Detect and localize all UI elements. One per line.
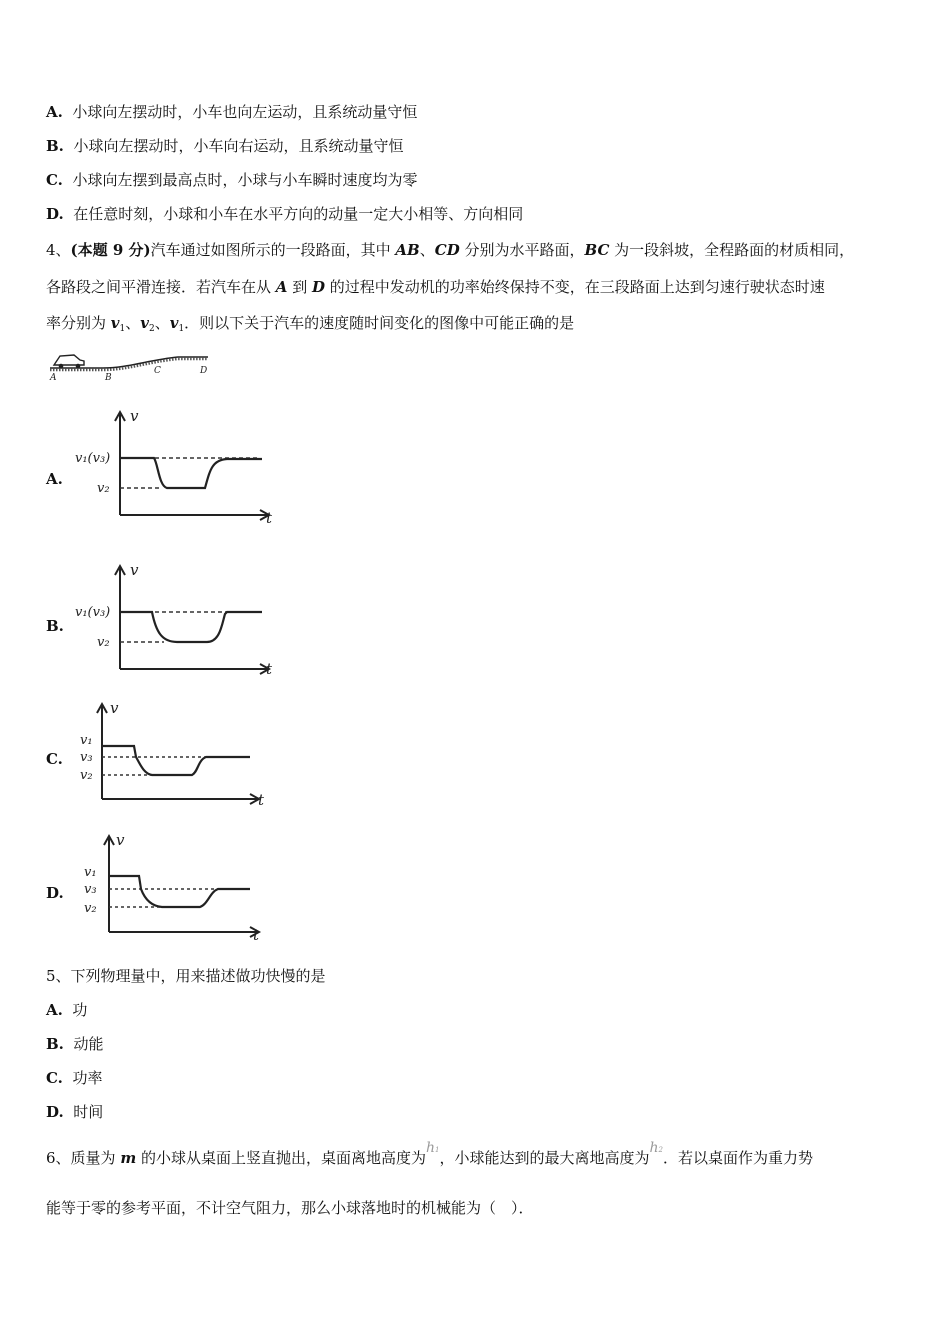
road-label-d: D — [200, 366, 208, 376]
q4-option-a-ylabel-v1v3: v₁(v₃) — [75, 451, 111, 466]
q4-option-c-ylabel-v2: v₂ — [80, 768, 93, 783]
q4-stem-line1: 4、(本题 9 分)汽车通过如图所示的一段路面，其中 AB、CD 分别为水平路面，BC 为一段斜坡，全程路面的材质相同， — [46, 241, 855, 259]
q4-option-d-axis-v: v — [116, 831, 125, 849]
q4-option-d-ylabel-v2: v₂ — [84, 901, 97, 916]
q4-option-c-ylabel-v3: v₃ — [80, 750, 93, 765]
q4-option-a-axis-t: t — [266, 509, 273, 527]
q4-option-d-ylabel-v1: v₁ — [84, 865, 97, 880]
h1-symbol: h1 — [425, 1140, 440, 1156]
q4-option-c-axis-t: t — [258, 791, 265, 809]
road-label-a: A — [50, 373, 57, 383]
q4-option-d-axis-t: t — [253, 926, 260, 944]
q4-option-c-curve — [102, 746, 250, 775]
q4-option-d-curve — [109, 876, 250, 907]
q5-stem: 5、下列物理量中，用来描述做功快慢的是 — [46, 967, 326, 985]
q4-option-b-axis-t: t — [266, 660, 273, 678]
q5-option-c: C. 功率 — [46, 1069, 103, 1087]
q4-option-b-ylabel-v1v3: v₁(v₃) — [75, 605, 111, 620]
q4-option-a-label: A. — [46, 470, 63, 488]
q4-option-c-ylabel-v1: v₁ — [80, 733, 93, 748]
q4-option-a-axis-v: v — [130, 407, 139, 425]
road-label-b: B — [105, 373, 112, 383]
q4-option-a-graph — [72, 408, 282, 528]
q4-option-d-ylabel-v3: v₃ — [84, 882, 97, 897]
q4-option-d-label: D. — [46, 884, 64, 902]
q4-stem-line2: 各路段之间平滑连接．若汽车在从 A 到 D 的过程中发动机的功率始终保持不变，在三段路面上达到匀速行驶状态时速 — [46, 278, 825, 296]
q4-option-b-axis-v: v — [130, 561, 139, 579]
q4-option-c-graph — [72, 700, 282, 815]
q4-option-b-label: B. — [46, 617, 64, 635]
q3-option-b: B. 小球向左摆动时，小车向右运动，且系统动量守恒 — [46, 137, 404, 155]
q4-option-a-ylabel-v2: v₂ — [97, 481, 110, 496]
q4-option-b-curve — [120, 612, 262, 642]
q5-option-b: B. 动能 — [46, 1035, 104, 1053]
q4-option-a-curve — [120, 458, 262, 488]
q6-stem-line1: 6、质量为 m 的小球从桌面上竖直抛出，桌面离地高度为h1，小球能达到的最大离地高度为h2．若以桌面作为重力势 — [46, 1140, 813, 1167]
car-icon — [54, 355, 84, 368]
q4-stem-line3: 率分别为 $v_1$、$v_2$、$v_1$．则以下关于汽车的速度随时间变化的图像中可能正确的是 — [46, 314, 575, 334]
road-figure — [48, 348, 218, 384]
h2-symbol: h2 — [649, 1140, 663, 1156]
road-label-c: C — [154, 366, 161, 376]
q4-option-d-graph — [72, 832, 282, 947]
q5-option-d: D. 时间 — [46, 1103, 104, 1121]
q4-option-b-ylabel-v2: v₂ — [97, 635, 110, 650]
q6-stem-line2: 能等于零的参考平面，不计空气阻力，那么小球落地时的机械能为（ ）． — [46, 1199, 534, 1217]
q4-option-c-axis-v: v — [110, 699, 119, 717]
q4-option-b-graph — [72, 562, 282, 682]
q3-option-a: A. 小球向左摆动时，小车也向左运动，且系统动量守恒 — [46, 103, 418, 121]
q5-option-a: A. 功 — [46, 1001, 88, 1019]
q3-option-c: C. 小球向左摆到最高点时，小球与小车瞬时速度均为零 — [46, 171, 418, 189]
q4-option-c-label: C. — [46, 750, 63, 768]
q3-option-d: D. 在任意时刻，小球和小车在水平方向的动量一定大小相等、方向相同 — [46, 205, 524, 223]
